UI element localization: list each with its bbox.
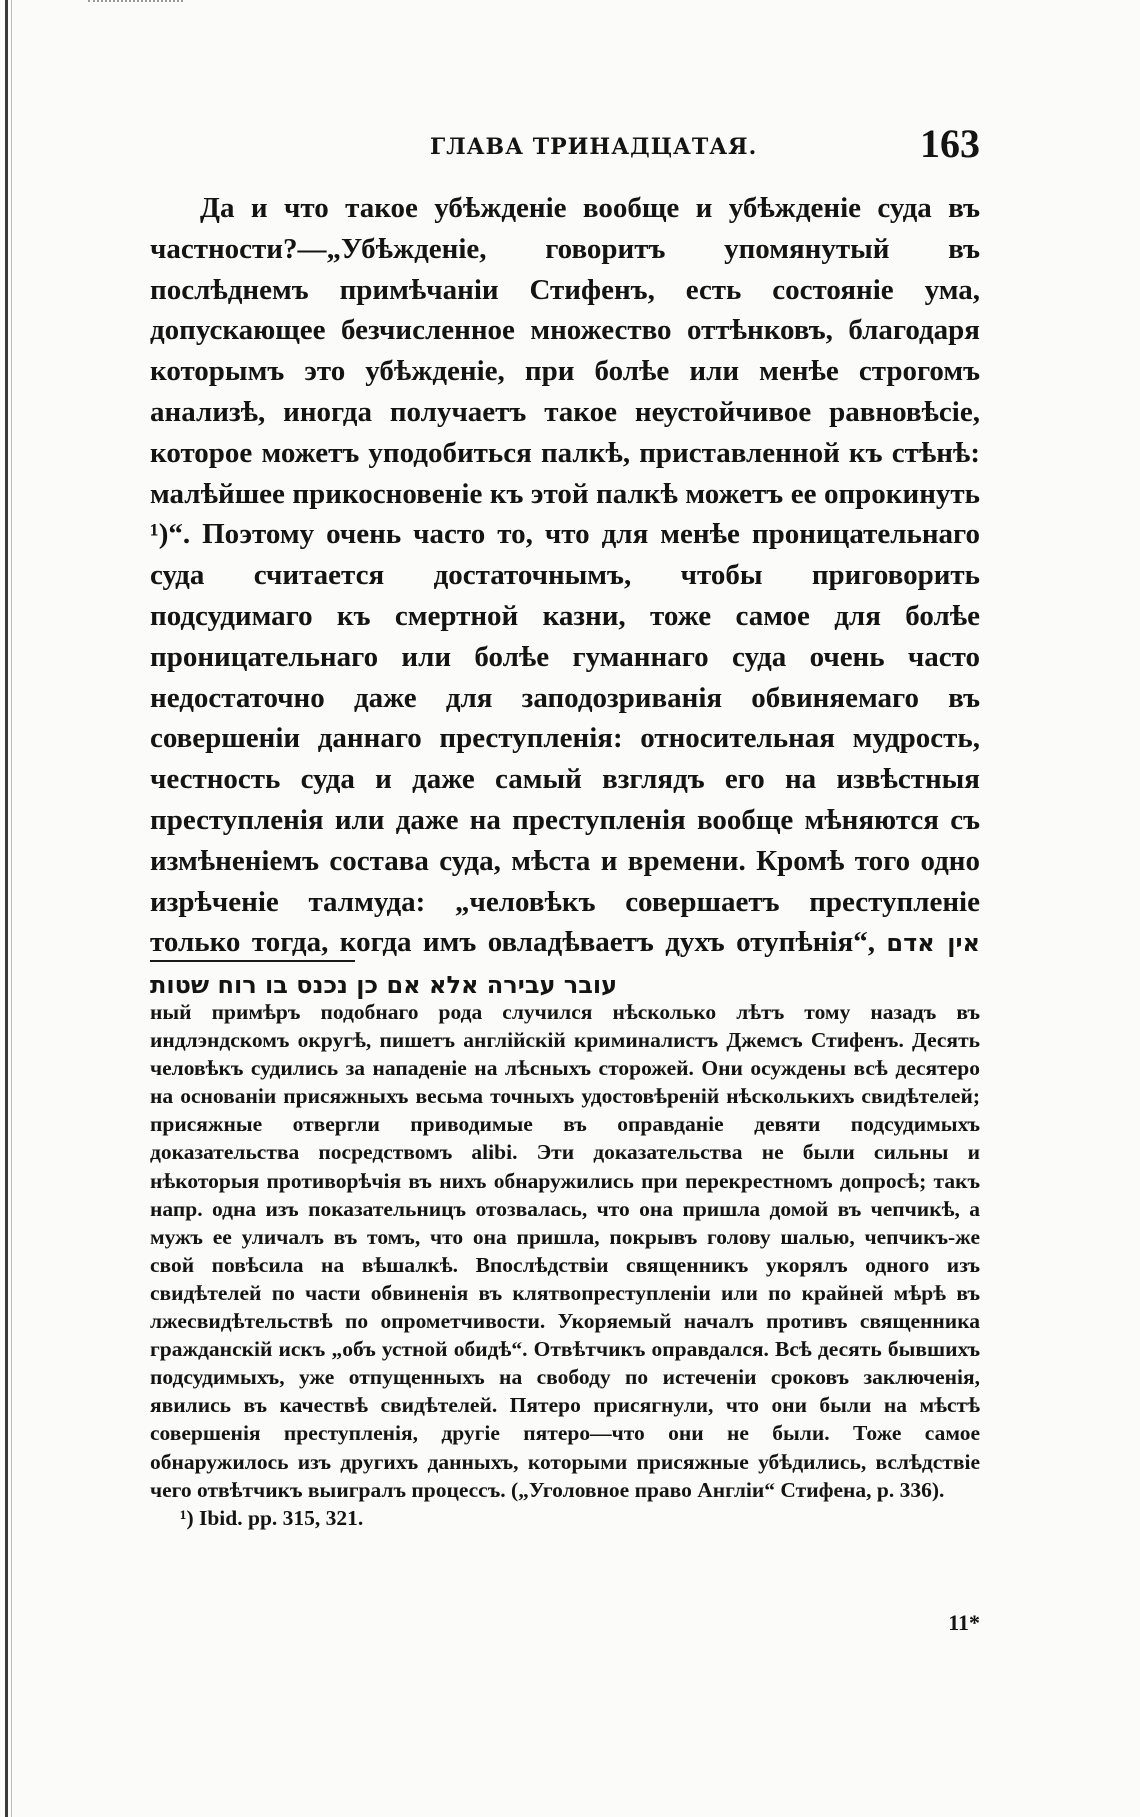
footnote-reference: ¹) Ibid. pp. 315, 321.	[180, 1505, 364, 1530]
footnotes	[150, 998, 980, 1532]
page-edge-shadow	[5, 0, 8, 1817]
hebrew-quote: אין אדם עובר עבירה אלא אם כן נכנס בו רוח שטות	[150, 929, 980, 1000]
page-edge-line	[11, 0, 12, 1817]
page-header	[150, 120, 980, 166]
main-paragraph-text: Да и что такое убѣжденіе вообще и убѣжденіе суда въ частности?—„Убѣжденіе, говоритъ упомянутый въ послѣднемъ примѣчаніи Стифенъ, есть состояніе ума, допускающее безчисленное множество оттѣнковъ, благодаря которымъ это убѣжденіе, при болѣе или менѣе строгомъ анализѣ, иногда получаетъ такое неустойчивое равновѣсіе, которое можетъ уподобиться палкѣ, приставленной къ стѣнѣ: малѣйшее прикосновеніе къ этой палкѣ можетъ ее опрокинуть ¹)“. Поэтому очень часто то, что для менѣе проницательнаго суда считается достаточнымъ, чтобы приговорить подсудимаго къ смертной казни, тоже самое для болѣе проницательнаго или болѣе гуманнаго суда очень часто недостаточно даже для заподозриванія обвиняемаго въ совершеніи даннаго преступленія: относительная мудрость, честность суда и даже самый взглядъ его на извѣстныя преступленія или даже на преступленія вообще мѣняются съ измѣненіемъ состава суда, мѣста и времени. Кромѣ того одно изрѣченіе талмуда: „человѣкъ совершаетъ преступленіе только тогда, когда имъ овладѣваетъ духъ отупѣнія“,	[150, 192, 980, 959]
running-head: ГЛАВА ТРИНАДЦАТАЯ.	[430, 134, 758, 160]
main-paragraph	[150, 188, 980, 1006]
main-text	[150, 188, 980, 1006]
footnote-rule	[150, 960, 355, 962]
footnote-continuation: ный примѣръ подобнаго рода случился нѣсколько лѣтъ тому назадъ въ индлэндскомъ округѣ, пишетъ англійскій криминалистъ Джемсъ Стифенъ. Десять человѣкъ судились за нападеніе на лѣсныхъ сторожей. Они осуждены всѣ десятеро на основаніи присяжныхъ весьма точныхъ удостовѣреній нѣсколькихъ свидѣтелей; присяжные отвергли приводимые въ оправданіе девяти подсудимыхъ доказательства посредствомъ alibi. Эти доказательства не были сильны и нѣкоторыя противорѣчія въ нихъ обнаружились при перекрестномъ допросѣ; такъ напр. одна изъ показательницъ отозвалась, что она пришла домой въ чепчикѣ, а мужъ ее уличалъ въ томъ, что она пришла, покрывъ голову шалью, чепчикъ-же свой повѣсила на вѣшалкѣ. Впослѣдствіи священникъ укорялъ одного изъ свидѣтелей по части обвиненія въ клятвопреступленіи или по крайней мѣрѣ въ лжесвидѣтельствѣ по опрометчивости. Укоряемый началъ противъ священника гражданскій искъ „объ устной обидѣ“. Отвѣтчикъ оправдался. Всѣ десять бывшихъ подсудимыхъ, уже отпущенныхъ на свободу по истеченіи сроковъ заключенія, явились въ качествѣ свидѣтелей. Пятеро присягнули, что они были на мѣстѣ совершенія преступленія, другіе пятеро—что они не были. Тоже самое обнаружилось изъ другихъ данныхъ, которыми присяжные убѣдились, вслѣдствіе чего отвѣтчикъ выигралъ процессъ. („Уголовное право Англіи“ Стифена, р. 336).	[150, 1000, 980, 1502]
page-number: 163	[920, 121, 980, 166]
signature-mark: 11*	[948, 1610, 980, 1635]
top-specks	[88, 0, 183, 4]
